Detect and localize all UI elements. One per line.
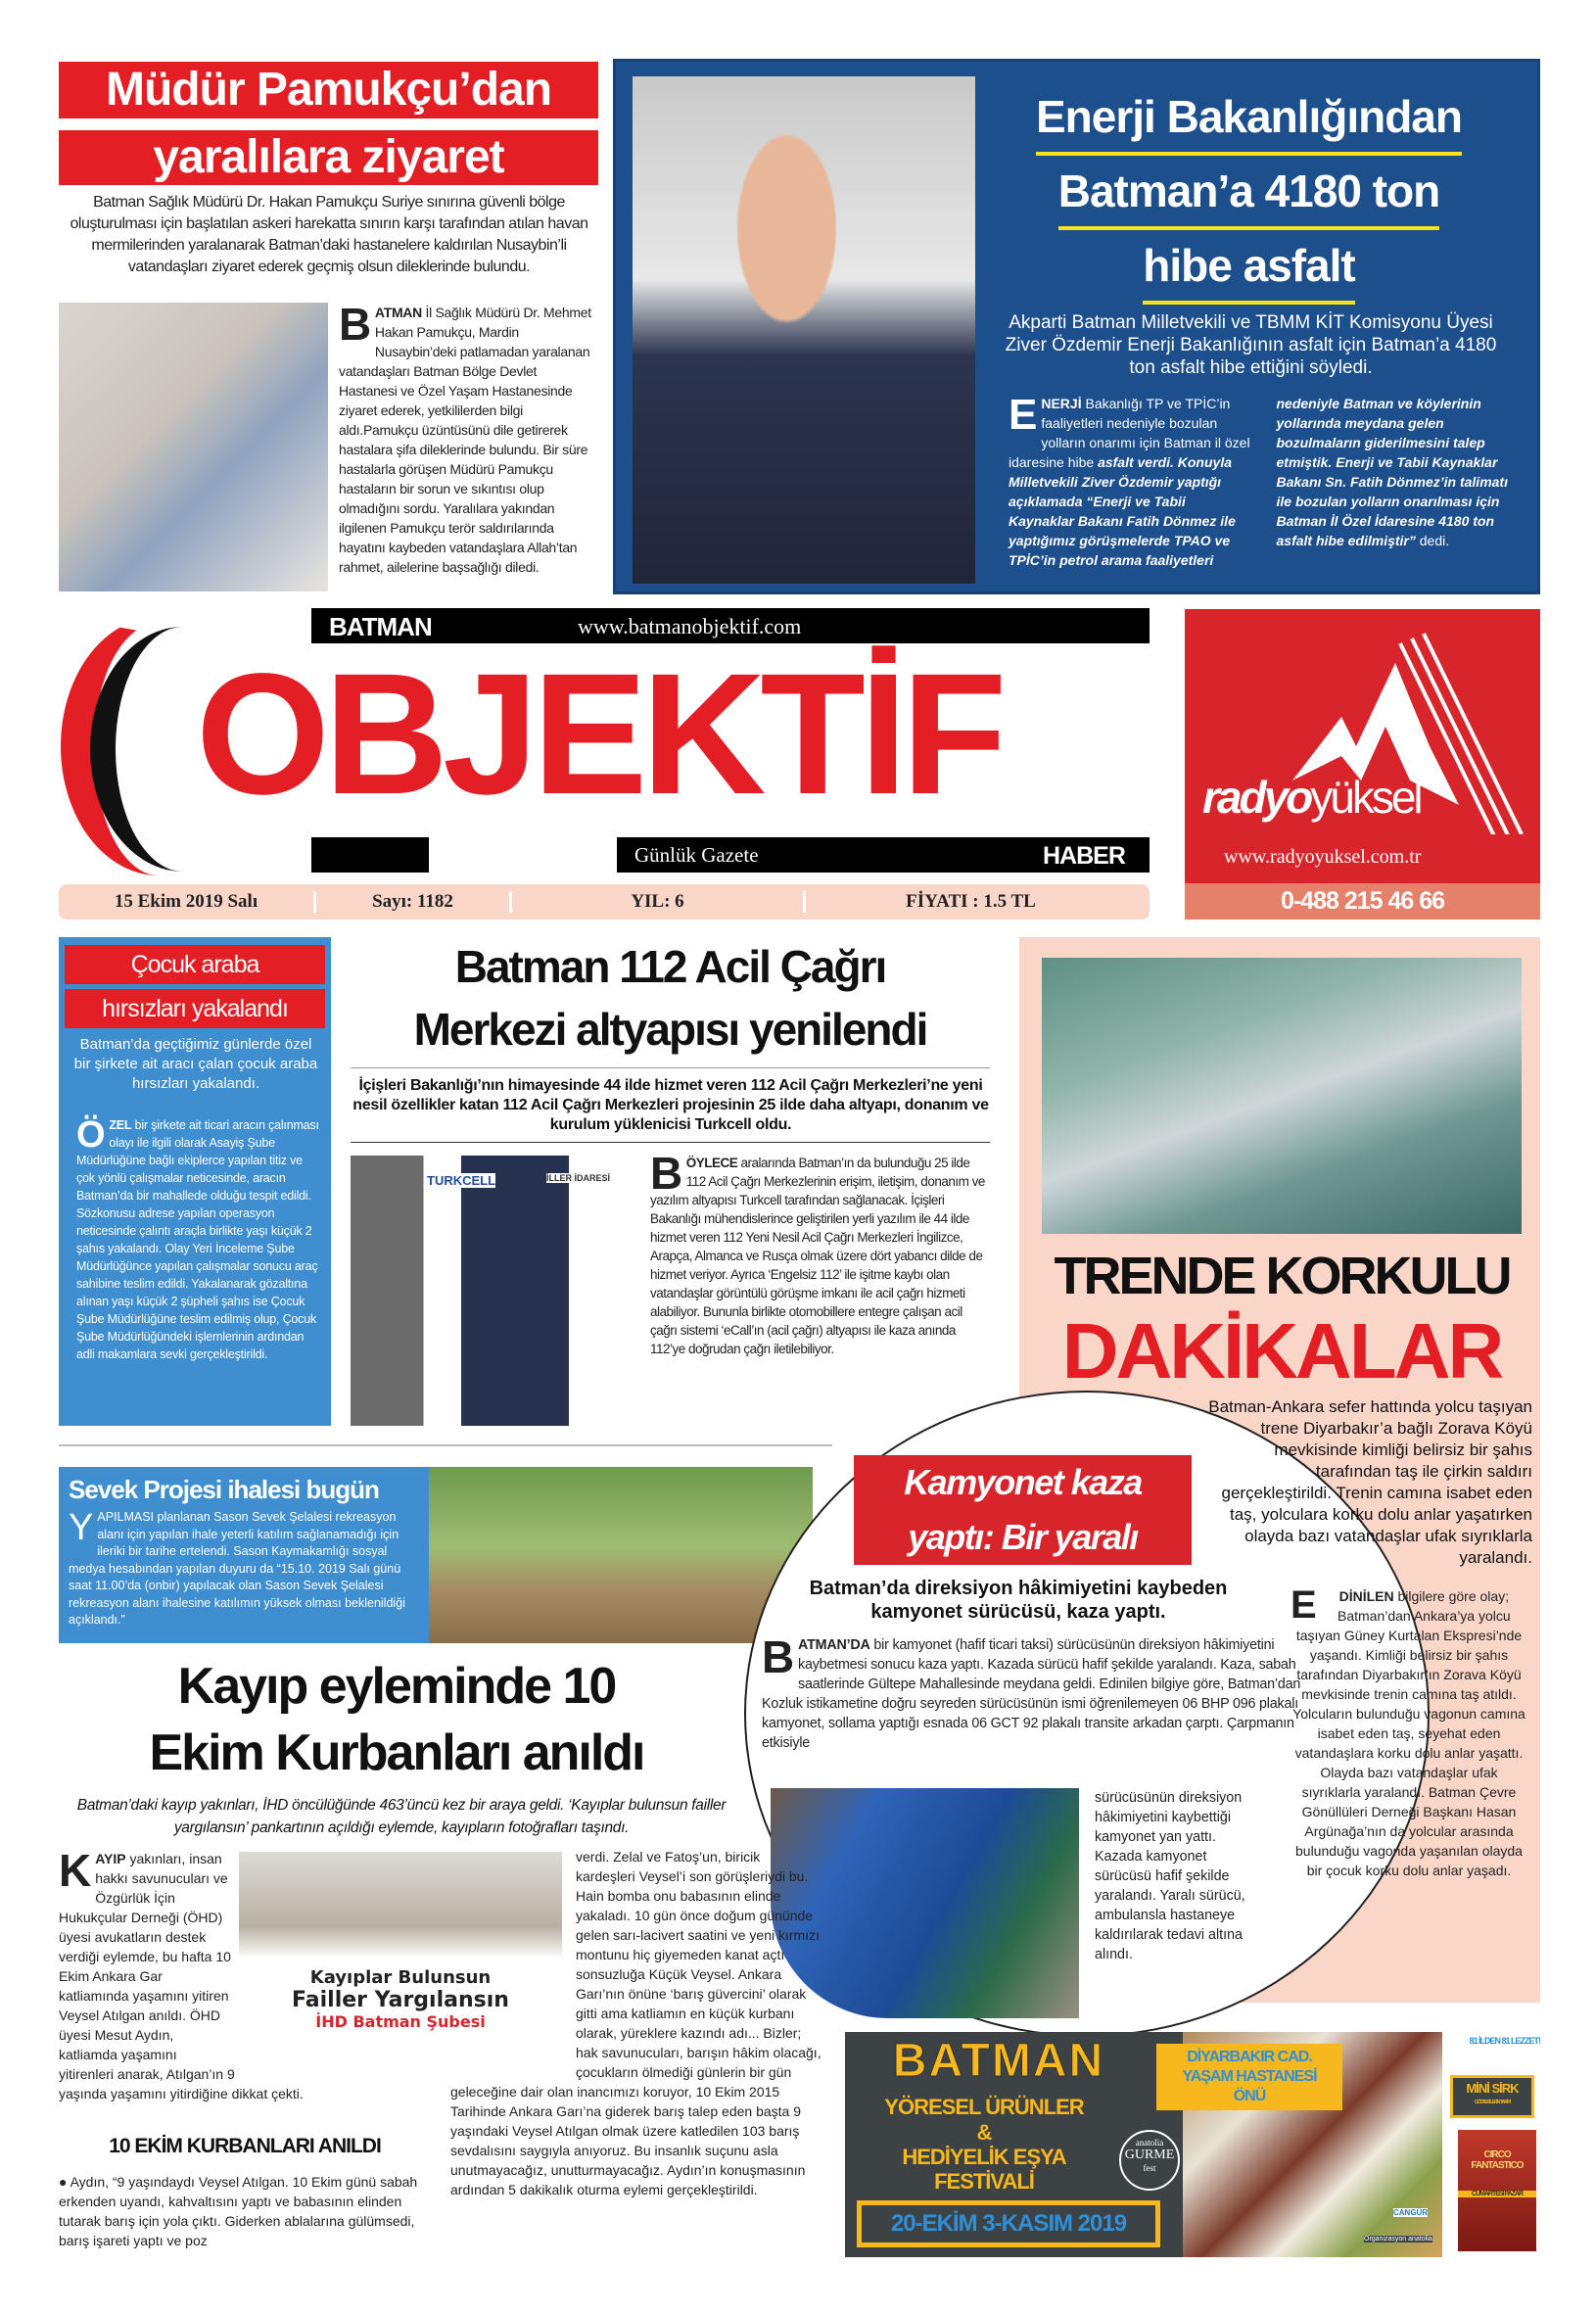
story3-headline-line1: Çocuk araba xyxy=(65,945,325,984)
headline-line: Merkezi altyapısı yenilendi xyxy=(413,1004,927,1055)
radio-phone: 0-488 215 46 66 xyxy=(1185,883,1540,920)
radio-ad[interactable] xyxy=(1185,609,1540,920)
story1-headline-line2: yaralılara ziyaret xyxy=(59,130,598,185)
body-text: bir şirkete ait ticari aracın çalınması olayı ile ilgili olarak Asayiş Şube Müdürlüğüne bağlı ekiplerce yapılan titiz ve çok yönlü çalışmalar neticesinde, aracın Batman’da bir mahallede olduğu tespit edildi. Sözkonusu adrese yapılan operasyon neticesinde çalıntı araçla birlikte yaşı küçük 2 şahıs yakalandı. Olay Yeri İnceleme Şube Müdürlüğünce yapılan çalışmalar sonucu araç sahibine teslim edildi. Yakalanarak gözaltına alınan yaşı küçük 2 şüpheli şahıs ise Çocuk Şube Müdürlüğüne teslim edilmiş olup, Çocuk Şube Müdürlüğündeki işlemlerinin ardından adli makamlara sevki gerçekleştirildi. xyxy=(76,1118,319,1361)
headline-line: Enerji Bakanlığından xyxy=(1036,81,1462,156)
headline-line: Batman 112 Acil Çağrı xyxy=(454,941,886,992)
lead-word: AYIP xyxy=(95,1851,126,1866)
banner-line: İHD Batman Şubesi xyxy=(315,2012,486,2031)
masthead-logo: OBJEKTİF xyxy=(196,638,1002,830)
lead-word: ATMAN’DA xyxy=(798,1637,870,1653)
issue-number: Sayı: 1182 xyxy=(313,891,509,913)
lead-word: DİNİLEN xyxy=(1338,1588,1394,1604)
radio-brand-bold: radyo xyxy=(1202,772,1311,823)
circus-sub: GÖSTERİLERİN TARİHİ xyxy=(1474,2100,1511,2105)
ad-city: BATMAN xyxy=(892,2035,1105,2087)
body-text: aralarında Batman’ın da bulunduğu 25 ilde 112 Acil Çağrı Merkezlerinin erişim, iletişim, donanım ve yazılım altyapısı Turkcell tarafından sağlanacak. İçişleri Bakanlığı mühendislerince geliştirilen yerli yazılım ile 44 ilde hizmet veren 112 Yeni Nesil Acil Çağrı Merkezleri İngilizce, Arapça, Almanca ve Rusça olmak üzere dört yabancı dilde de hizmet veriyor. Ayrıca ‘Engelsiz 112’ ile işitme kaybı olan vatandaşlar görüntülü görüşme imkanı ile acil çağrı hizmeti alabiliyor. Bununla birlikte otomobillere entegre çalışan acil çağrı sistemi ‘eCall’ın (acil çağrı) altyapısı ile kaza anında 112’ye doğrudan çağrı iletilebiliyor. xyxy=(650,1156,985,1356)
poster-title: CIRCO FANTASTICO xyxy=(1471,2149,1524,2171)
drop-cap: B xyxy=(762,1631,795,1682)
story7-body xyxy=(762,1631,1312,1753)
story8-summary: Batman’daki kayıp yakınları, İHD öncülüğünde 463’üncü kez bir araya geldi. ‘Kayıplar bulunsun failler yargılansın’ pankartının açıldığı eylemde, kayıpların fotoğrafları taşındı. xyxy=(76,1797,727,1836)
ad-organizer: Organizasyon anatolia xyxy=(1364,2236,1432,2243)
rule xyxy=(59,1444,832,1446)
masthead-haber: HABER xyxy=(1043,842,1125,870)
ad-sponsor: CANGÜR xyxy=(1393,2208,1429,2217)
story1-photo-hospital xyxy=(59,303,328,591)
headline-line: Batman’a 4180 ton xyxy=(1058,156,1439,230)
drop-cap: B xyxy=(650,1148,682,1199)
story2-body xyxy=(1009,391,1523,570)
story5-body xyxy=(1291,1583,1527,1880)
headline-line: Ekim Kurbanları anıldı xyxy=(149,1724,644,1781)
story7-headline xyxy=(854,1455,1192,1565)
headline-line: yaptı: Bir yaralı xyxy=(908,1517,1138,1557)
story4-headline xyxy=(351,935,990,1061)
poster-days: CUMARTESİ PAZAR xyxy=(1458,2191,1536,2197)
ad-amp: & xyxy=(976,2120,992,2145)
location-line: DİYARBAKIR CAD. xyxy=(1187,2049,1312,2065)
masthead-bottom-bar-left xyxy=(311,837,429,873)
story2-headline xyxy=(982,81,1516,305)
story5-summary: Batman-Ankara sefer hattında yolcu taşıyan trene Diyarbakır’a bağlı Zorava Köyü mevkisinde kimliği belirsiz bir şahıs tarafından taş ile çirkin saldırı gerçekleştirildi. Trenin camına isabet eden taş, yolculara korku dolu anlar yaşatırken olayda bazı vatandaşlar ufak sıyrıklarla yaralandı. xyxy=(1208,1397,1532,1567)
location-line: YAŞAM HASTANESİ xyxy=(1182,2068,1317,2085)
lead-word: NERJİ xyxy=(1041,396,1082,411)
story4-photo-handshake xyxy=(351,1156,641,1426)
ad-location xyxy=(1156,2044,1342,2110)
body-text: bilgilere göre olay; Batman’dan Ankara’ya yolcu taşıyan Güney Kurtalan Ekspresi’nde yaşandı. Kimliği belirsiz bir şahıs tarafından Diyarbakır’ın Zorava Köyü mevkisinde trenin camına taş atıldı. Yolcuların bulunduğu vagonun camına isabet eden taş, seyehat eden vatandaşlara korku dolu anlar yaşattı. Olayda bazı vatandaşlar ufak sıyrıklarla yaralandı. Batman Çevre Gönüllüleri Derneği Başkanı Hasan Argünağa’nın da yolcular arasında bulunduğu vagonda yaşanılan olayda bir çocuk korku dolu anlar yaşadı. xyxy=(1292,1588,1526,1878)
drop-cap: E xyxy=(1291,1583,1317,1627)
story1-body xyxy=(339,299,598,577)
story2-subtitle: Akparti Batman Milletvekili ve TBMM KİT Komisyonu Üyesi Ziver Özdemir Enerji Bakanlığının asfalt için Batman’a 4180 ton asfalt hibe ettiğini söyledi. xyxy=(1005,312,1497,378)
story8-subhead: 10 EKİM KURBANLARI ANILDI xyxy=(109,2135,381,2157)
ad-line1: YÖRESEL ÜRÜNLER xyxy=(884,2095,1084,2119)
story8-body-col2 xyxy=(450,1847,822,2199)
drop-cap: Ö xyxy=(76,1114,106,1156)
drop-cap: B xyxy=(339,299,371,350)
headline-line: Kayıp eyleminde 10 xyxy=(177,1658,616,1715)
issue-year: YIL: 6 xyxy=(509,891,803,913)
body-text: verdi. Zelal ve Fatoş’un, biricik kardeşleri Veysel’i son görüşleriydi bu. Hain bomba onu babasının elinde yakaladı. 10 gün önce doğum gününde gelen sarı-lacivert saatini ve yeni kırmızı montunu hiç giyemeden kanat açtı sonsuzluğa Küçük Veysel. Ankara Garı’nın önüne ‘barış güvercini’ olarak gitti ama katliamın en küçük kurbanı olarak, yüreklere kazındı adı... Bizler; hak savunucuları, barışın hâkim olacağı, çocukların ölmediği günlerin bir gün geleceğine dair olan inancımızı koruyor, 10 Ekim 2015 Tarihinde Ankara Garı’na giderek barış talep eden başta 9 yaşındaki Veysel Atılgan olmak üzere katledilen 103 barış sevdalısını saygıyla anıyoruz. Bu insanlık suçunu asla unutmayacağız, unutturmayacağız. Aydın’ın konuşmasının ardından 5 dakikalık oturma eylemi gerçekleştirildi. xyxy=(450,1849,821,2197)
lead-word: ZEL xyxy=(109,1118,132,1132)
photo-logo-iller: İLLER İDARESİ xyxy=(546,1173,611,1183)
story3-headline-line2: hırsızları yakalandı xyxy=(65,989,325,1028)
story2-photo-politician xyxy=(633,76,975,584)
lead-word: ÖYLECE xyxy=(685,1156,738,1170)
circus-title: MİNİ SİRK xyxy=(1466,2081,1519,2096)
story6-body xyxy=(69,1509,421,1629)
body-quote: asfalt verdi. Konuyla Milletvekili Ziver Özdemir yaptığı açıklamada “Enerji ve Tabii Kaynaklar Bakanı Fatih Dönmez ile yaptığımız görüşmelerde TPAO ve TPİC’in petrol arama faaliyetleri nedeniyle Batman ve köylerinin yollarında meydana gelen bozulmaların giderilmesini talep etmiştik. Enerji ve Tabii Kaynaklar Bakanı Sn. Fatih Dönmez’in talimatı ile bozulan yolların onarılması için Batman İl Özel İdaresine 4180 ton asfalt hibe edilmiştir” xyxy=(1009,396,1508,568)
story5-headline-line2: DAKİKALAR xyxy=(1061,1307,1502,1394)
body-text-end: dedi. xyxy=(1415,533,1450,548)
ad-circus xyxy=(1450,2075,1534,2118)
body-text: APILMASI planlanan Sason Sevek Şelalesi rekreasyon alanı için yapılan ihale yeterli katılım sağlanamadığı için ileriki bir tarihe ertelendi. Sason Kaymakamlığı sosyal medya hesabından yapılan duyuru da “15.10. 2019 Salı günü saat 11.00’da (onbir) yapılacak olan Sason Sevek Şelalesi rekreasyon alanı ihalesine katılımın yüksek olması beklenildiği açıklandı.” xyxy=(69,1510,405,1627)
story8-body-col1b: ● Aydın, “9 yaşındaydı Veysel Atılgan. 10 Ekim günü sabah erkenden uyandı, kahvaltısını yaptı ve babasının elinden tutarak barış için yola çıktı. Giderken ablalarına gülümsedi, barış işareti yaptı ve poz xyxy=(59,2174,418,2248)
rule xyxy=(351,1067,990,1068)
body-text: İl Sağlık Müdürü Dr. Mehmet Hakan Pamukçu, Mardin Nusaybin’deki patlamadan yaralanan vatandaşları Batman Bölge Devlet Hastanesi ve Özel Yaşam Hastanesinde ziyaret ederek, yetkililerden bilgi aldı.Pamukçu üzüntüsünü dile getirerek hastalara şifa dileklerinde bulundu. Bir süre hastalarla görüşen Müdürü Pamukçu hastaların bir sorun ve sıkıntısı olup olmadığını sordu. Yaralılara yakından ilgilenen Pamukçu terör saldırılarında hayatını kaybeden vatandaşlara Allah’tan rahmet, ailelerine başsağlığı diledi. xyxy=(339,305,591,575)
headline-line: hibe asfalt xyxy=(1143,230,1355,305)
location-line: ÖNÜ xyxy=(1233,2088,1266,2104)
badge-text: GURME xyxy=(1124,2148,1175,2162)
photo-logo-turkcell: TURKCELL xyxy=(427,1173,496,1188)
badge-text: fest xyxy=(1143,2163,1156,2173)
radio-brand-light: yüksel xyxy=(1310,772,1421,823)
ad-gurme-badge xyxy=(1119,2130,1180,2191)
story5-photo-train xyxy=(1042,958,1522,1234)
headline-line: Kamyonet kaza xyxy=(904,1462,1142,1502)
story7-body-continued: sürücüsünün direksiyon hâkimiyetini kaybettiği kamyonet yan yattı. Kazada kamyonet sürücüsü hafif şekilde yaralandı. Yaralı sürücü, ambulansla hastaneye kaldırılarak tedavi altına alındı. xyxy=(1095,1790,1245,1962)
story6-headline: Sevek Projesi ihalesi bugün xyxy=(69,1475,379,1504)
masthead-info-bar xyxy=(59,884,1150,920)
drop-cap: Y xyxy=(69,1507,94,1548)
ad-line3: FESTİVALİ xyxy=(934,2169,1034,2194)
story4-body xyxy=(650,1148,989,1358)
story1-summary: Batman Sağlık Müdürü Dr. Hakan Pamukçu Suriye sınırına güvenli bölge oluşturulması için başlatılan askeri harekatta sınırın karşı tarafından atılan havan mermilerinden yaralanarak Batman’daki hastanelere kaldırılan Nusaybin’li vatandaşları ziyaret ederek geçmiş olsun dileklerinde bulundu. xyxy=(70,194,588,275)
drop-cap: K xyxy=(59,1845,92,1896)
radio-url[interactable]: www.radyoyuksel.com.tr xyxy=(1224,846,1422,868)
story7-summary: Batman’da direksiyon hâkimiyetini kaybeden kamyonet sürücüsü, kaza yaptı. xyxy=(809,1578,1228,1623)
badge-text: anatolia xyxy=(1135,2138,1164,2148)
story6-photo-forest xyxy=(429,1467,813,1643)
story1-headline-line1: Müdür Pamukçu’dan xyxy=(59,62,598,118)
ad-circus-poster xyxy=(1458,2130,1536,2251)
photo-wrap-spacer xyxy=(450,1847,576,2070)
lead-word: ATMAN xyxy=(374,305,422,320)
radio-brand xyxy=(1202,771,1421,824)
body-text: yakınları, insan hakkı savunucuları ve Özgürlük İçin Hukukçular Derneği (ÖHD) üyesi avukatların destek verdiği eylemde, bu hafta 10 Ekim Ankara Gar katliamında yaşamını yitiren Veysel Atılgan anıldı. ÖHD üyesi Mesut Aydın, katliamda yaşamını yitirenleri anarak, Atılgan’ın 9 yaşında yaşamını yitirdiğine dikkat çekti. xyxy=(59,1851,304,2101)
drop-cap: E xyxy=(1009,391,1038,439)
story3-body xyxy=(76,1116,321,1363)
story3-summary: Batman’da geçtiğimiz günlerde özel bir şirkete ait aracı çalan çocuk araba hırsızları yakalandı. xyxy=(73,1036,318,1092)
ad-dates: 20-EKİM 3-KASIM 2019 xyxy=(857,2200,1160,2247)
story4-summary: İçişleri Bakanlığı’nın himayesinde 44 ilde hizmet veren 112 Acil Çağrı Merkezleri’ne yeni nesil özellikler katan 112 Acil Çağrı Merkezleri projesinin 25 ilde daha altyapı, donanım ve kurulum yüklenicisi Turkcell oldu. xyxy=(352,1077,989,1133)
masthead-url[interactable]: www.batmanobjektif.com xyxy=(578,614,802,638)
issue-date: 15 Ekim 2019 Salı xyxy=(114,891,258,912)
rule xyxy=(351,1142,990,1143)
masthead-city: BATMAN xyxy=(329,612,432,641)
body-text: bir kamyonet (hafif ticari taksi) sürücüsünün direksiyon hâkimiyetini kaybetmesi sonucu kaza yaptı. Kazada sürücü hafif şekilde yaralandı. Kaza, sabah saatlerinde Gültepe Mahallesinde meydana geldi. Edinilen bilgiye göre, Batman’dan Kozluk istikametine doğru seyreden sürücüsünün ismi öğrenilemeyen 06 BHP 096 plakalı kamyonet, sollama yaptığı esnada 06 GCT 92 plakalı transite arkadan çarptı. Çarpmanın etkisiyle xyxy=(762,1637,1301,1751)
banner-line: Kayıplar Bulunsun xyxy=(309,1967,492,1988)
ad-line2: HEDİYELİK EŞYA xyxy=(902,2145,1066,2169)
story5-headline-line1: TRENDE KORKULU xyxy=(1054,1247,1510,1305)
body-text: Bakanlığı TP ve TPİC’in faaliyetleri nedeniyle bozulan yolların onarımı için Batman il özel idaresine hibe xyxy=(1009,396,1250,470)
story8-headline xyxy=(59,1653,734,1786)
festival-ad[interactable] xyxy=(845,2032,1540,2257)
issue-price: FİYATI : 1.5 TL xyxy=(803,891,1136,913)
banner-line: Failler Yargılansın xyxy=(292,1988,509,2012)
masthead-tagline: Günlük Gazete xyxy=(634,843,759,867)
ad-slogan: 81 İLDEN 81 LEZZET! xyxy=(1469,2036,1540,2046)
